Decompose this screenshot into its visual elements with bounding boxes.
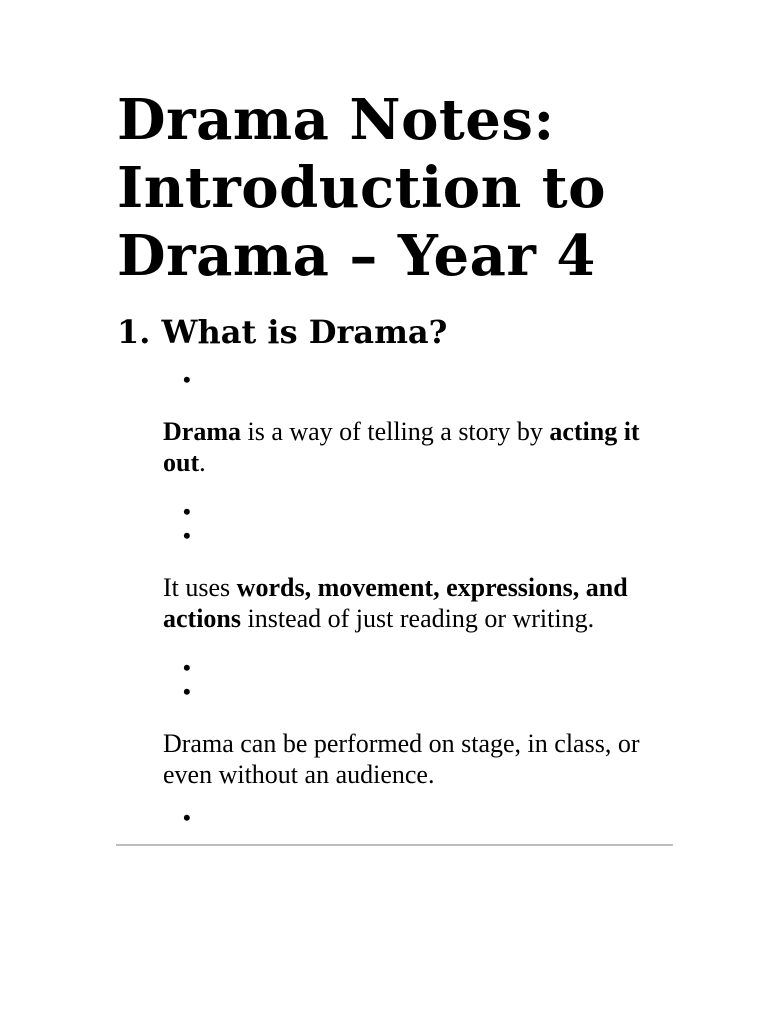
- bullet-list-4: [117, 806, 673, 830]
- paragraph-3: Drama can be performed on stage, in class, or even without an audience.: [163, 729, 640, 789]
- bullet-dot: •: [183, 805, 191, 830]
- list-bullet: [117, 500, 673, 524]
- list-bullet: [117, 806, 673, 830]
- paragraph-1-bold-2: acting it out: [163, 417, 640, 477]
- title-line-2: Introduction to: [117, 155, 607, 221]
- bullet-dot: •: [183, 367, 191, 392]
- bullet-list-1: [117, 368, 673, 392]
- list-bullet: [117, 680, 673, 704]
- bullet-dot: •: [183, 655, 191, 680]
- section-heading: 1. What is Drama?: [117, 313, 448, 351]
- bullet-dot: •: [183, 679, 191, 704]
- title-line-3: Drama – Year 4: [117, 223, 596, 289]
- paragraph-2-text-2: instead of just reading or writing.: [241, 604, 595, 633]
- paragraph-1: [117, 416, 673, 478]
- list-bullet: [117, 524, 673, 548]
- title-line-1: Drama Notes:: [117, 87, 555, 153]
- paragraph-2: [117, 572, 673, 634]
- list-bullet: [117, 656, 673, 680]
- paragraph-2-text-1: It uses: [163, 573, 237, 602]
- bullet-list-3: [117, 656, 673, 704]
- paragraph-1-text-2: .: [199, 448, 206, 477]
- paragraph-1-text-1: is a way of telling a story by: [240, 417, 550, 446]
- page-title: [117, 86, 673, 290]
- list-bullet: [117, 368, 673, 392]
- paragraph-2-bold-1: words, movement, expressions, and actions: [163, 573, 628, 633]
- document-page: [117, 86, 673, 830]
- bullet-list-2: [117, 500, 673, 548]
- bullet-dot: •: [183, 499, 191, 524]
- bullet-dot: •: [183, 523, 191, 548]
- horizontal-rule: [116, 844, 673, 846]
- paragraph-1-bold-1: Drama: [163, 417, 241, 446]
